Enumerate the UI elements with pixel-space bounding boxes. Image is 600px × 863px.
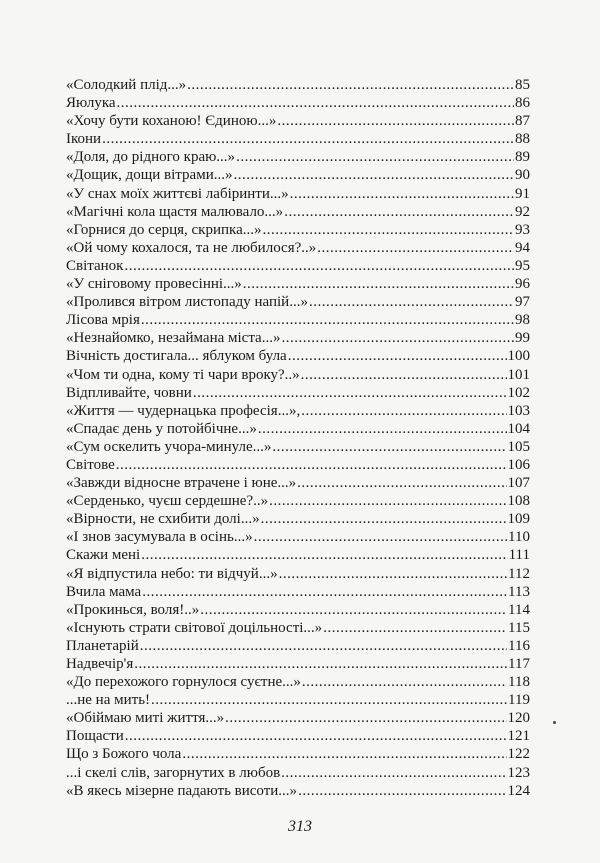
toc-entry [66, 655, 530, 673]
page-number: 313 [288, 818, 312, 835]
toc-entry-page: 85 [515, 77, 530, 93]
toc-entry [66, 709, 530, 727]
toc-entry-title: «Обіймаю миті життя...» [66, 710, 225, 727]
toc-entry [66, 619, 530, 637]
toc-entry [66, 112, 530, 130]
toc-entry-title: «До перехожого горнулося суєтне...» [66, 674, 301, 691]
toc-entry [66, 764, 530, 782]
toc-entry-page: 120 [507, 710, 530, 727]
toc-entry-page: 119 [508, 692, 530, 709]
toc-entry-page: 94 [515, 239, 530, 256]
toc-dot-leader [272, 438, 506, 456]
toc-entry-title: «І знов засумувала в осінь...» [66, 529, 253, 546]
toc-entry [66, 420, 530, 438]
toc-entry-title: Планетарій [66, 637, 139, 654]
toc-dot-leader [141, 546, 507, 564]
toc-dot-leader [142, 583, 507, 601]
toc-entry [66, 456, 530, 474]
toc-entry [66, 601, 530, 619]
toc-entry-page: 117 [508, 656, 530, 672]
toc-dot-leader [258, 420, 507, 438]
toc-entry-title: «Вірности, не схибити долі...» [66, 511, 260, 528]
toc-entry-page: 118 [508, 674, 530, 691]
toc-dot-leader [288, 347, 507, 365]
toc-entry-page: 98 [515, 312, 530, 329]
toc-dot-leader [281, 764, 506, 782]
toc-dot-leader [279, 565, 507, 583]
toc-entry-title: Яюлука [66, 95, 116, 112]
toc-dot-leader [261, 510, 507, 528]
toc-dot-leader [297, 474, 506, 492]
toc-dot-leader [233, 166, 514, 184]
toc-entry-title: «Доля, до рідного краю...» [66, 149, 236, 166]
toc-entry-title: Вчила мама [66, 583, 142, 600]
toc-entry [66, 293, 530, 311]
toc-dot-leader [317, 239, 514, 257]
toc-entry [66, 727, 530, 745]
toc-dot-leader [243, 275, 514, 293]
toc-dot-leader [182, 745, 506, 763]
toc-dot-leader [309, 293, 514, 311]
toc-entry [66, 691, 530, 709]
toc-entry-page: 114 [508, 601, 530, 618]
toc-entry-page: 112 [508, 565, 530, 582]
toc-entry-title: «У снах моїх життєві лабіринти...» [66, 185, 289, 202]
toc-entry [66, 637, 530, 655]
toc-entry-title: «Дощик, дощи вітрами...» [66, 167, 233, 184]
toc-dot-leader [269, 492, 506, 510]
toc-entry [66, 347, 530, 365]
toc-entry-page: 95 [515, 257, 530, 274]
toc-entry-title: Скажи мені [66, 547, 141, 564]
toc-entry-title: «Магічні кола щастя малювало...» [66, 203, 284, 220]
toc-entry-title: «Життя — чудернацька професія...», [66, 402, 301, 419]
toc-entry-page: 102 [507, 384, 530, 401]
toc-dot-leader [254, 528, 507, 546]
toc-entry [66, 76, 530, 94]
toc-entry-title: Лісова мрія [66, 312, 140, 329]
toc-entry-title: «Пролився вітром листопаду напій...» [66, 294, 308, 311]
toc-entry [66, 185, 530, 203]
toc-entry-page: 116 [508, 637, 530, 654]
toc-dot-leader [301, 366, 507, 384]
toc-entry-title: Пощасти [66, 728, 124, 745]
toc-entry [66, 528, 530, 546]
toc-entry [66, 94, 530, 112]
toc-dot-leader [323, 619, 507, 637]
toc-entry [66, 402, 530, 420]
toc-dot-leader [200, 601, 507, 619]
toc-entry-title: «У сніговому провесінні...» [66, 276, 242, 293]
toc-entry [66, 221, 530, 239]
toc-entry [66, 565, 530, 583]
toc-dot-leader [298, 782, 506, 800]
toc-entry-title: «Існують страти світової доцільності...» [66, 619, 323, 636]
toc-entry-page: 106 [507, 456, 530, 473]
toc-dot-leader [117, 94, 514, 112]
toc-entry [66, 510, 530, 528]
toc-entry [66, 366, 530, 384]
toc-dot-leader [140, 637, 507, 655]
toc-dot-leader [102, 130, 514, 148]
toc-entry-title: Світанок [66, 257, 124, 274]
toc-entry-title: Надвечір'я [66, 656, 134, 672]
toc-entry [66, 148, 530, 166]
toc-entry-page: 107 [507, 475, 530, 492]
toc-entry-title: «В якесь мізерне падають висоти...» [66, 782, 298, 799]
toc-entry-page: 89 [515, 149, 530, 166]
toc-entry [66, 166, 530, 184]
toc-entry-title: Світове [66, 456, 115, 473]
toc-entry-page: 86 [515, 95, 530, 112]
toc-entry-title: ...не на мить! [66, 692, 151, 709]
toc-entry-title: «Хочу бути коханою! Єдиною...» [66, 113, 277, 130]
toc-entry-page: 122 [507, 746, 530, 763]
toc-entry [66, 438, 530, 456]
toc-entry-title: «Я відпустила небо: ти відчуй...» [66, 565, 278, 582]
toc-dot-leader [281, 329, 514, 347]
toc-entry-page: 90 [515, 167, 530, 184]
toc-entry [66, 384, 530, 402]
toc-dot-leader [134, 655, 507, 673]
toc-entry-page: 115 [508, 619, 530, 636]
toc-entry-page: 121 [507, 728, 530, 745]
toc-entry [66, 203, 530, 221]
toc-dot-leader [302, 673, 507, 691]
toc-entry-title: «Ой чому кохалося, та не любилося?..» [66, 239, 317, 256]
toc-dot-leader [225, 709, 506, 727]
toc-entry-title: «Серденько, чуєш сердешне?..» [66, 493, 269, 510]
toc-entry [66, 257, 530, 275]
toc-dot-leader [236, 148, 514, 166]
toc-entry-page: 97 [515, 294, 530, 311]
toc-entry-page: 113 [508, 583, 530, 600]
toc-entry-title: «Сум оскелить учора-минуле...» [66, 438, 272, 455]
toc-entry-title: Ікони [66, 131, 102, 148]
toc-entry-title: Вічність достигала... яблуком була [66, 348, 287, 365]
toc-dot-leader [263, 221, 515, 239]
toc-entry [66, 583, 530, 601]
toc-entry-page: 87 [515, 113, 530, 130]
toc-entry-title: Відпливайте, човни [66, 384, 192, 401]
toc-dot-leader [124, 257, 514, 275]
toc-entry [66, 782, 530, 800]
paper-speck [553, 721, 556, 724]
toc-entry-title: «Чом ти одна, кому ті чари вроку?..» [66, 366, 300, 383]
toc-entry-page: 88 [515, 131, 530, 148]
toc-entry-page: 100 [507, 348, 530, 365]
toc-entry-page: 93 [515, 221, 530, 238]
toc-dot-leader [125, 727, 507, 745]
toc-entry-page: 105 [507, 438, 530, 455]
toc-entry-page: 96 [515, 276, 530, 293]
toc-entry-title: «Горнися до серця, скрипка...» [66, 221, 262, 238]
toc-entry-page: 104 [507, 420, 530, 437]
toc-entry [66, 673, 530, 691]
toc-entry [66, 311, 530, 329]
toc-dot-leader [141, 311, 514, 329]
toc-dot-leader [301, 402, 506, 420]
toc-entry-page: 108 [507, 493, 530, 510]
toc-entry [66, 474, 530, 492]
toc-entry-page: 111 [508, 547, 530, 564]
toc-entry [66, 275, 530, 293]
toc-dot-leader [187, 76, 514, 94]
toc-entry-page: 101 [507, 366, 530, 383]
toc-entry-title: «Прокинься, воля!..» [66, 601, 200, 618]
toc-dot-leader [151, 691, 507, 709]
toc-entry-title: «Спадає день у потойбічне...» [66, 420, 257, 437]
toc-entry [66, 546, 530, 564]
toc-entry-title: Що з Божого чола [66, 746, 182, 763]
toc-entry-title: ...і скелі слів, загорнутих в любов [66, 764, 281, 781]
toc-dot-leader [116, 456, 507, 474]
toc-dot-leader [277, 112, 514, 130]
toc-entry [66, 492, 530, 510]
toc-entry-page: 99 [515, 330, 530, 347]
toc-dot-leader [290, 185, 514, 203]
toc-entry-title: «Незнайомко, незаймана міста...» [66, 330, 281, 347]
toc-entry-page: 109 [507, 511, 530, 528]
toc-entry-page: 124 [507, 782, 530, 799]
toc-entry-page: 123 [507, 764, 530, 781]
toc-entry-page: 92 [515, 203, 530, 220]
toc-entry-page: 91 [515, 185, 530, 202]
toc-entry [66, 130, 530, 148]
toc-entry-title: «Завжди відносне втрачене і юне...» [66, 475, 297, 492]
toc-entry [66, 329, 530, 347]
toc-entry [66, 745, 530, 763]
toc-entry-page: 110 [508, 529, 530, 546]
toc-dot-leader [284, 203, 514, 221]
toc-entry-page: 103 [507, 402, 530, 419]
toc-entry [66, 239, 530, 257]
toc-entry-title: «Солодкий плід...» [66, 77, 187, 93]
toc-dot-leader [193, 384, 507, 402]
table-of-contents [66, 76, 530, 800]
